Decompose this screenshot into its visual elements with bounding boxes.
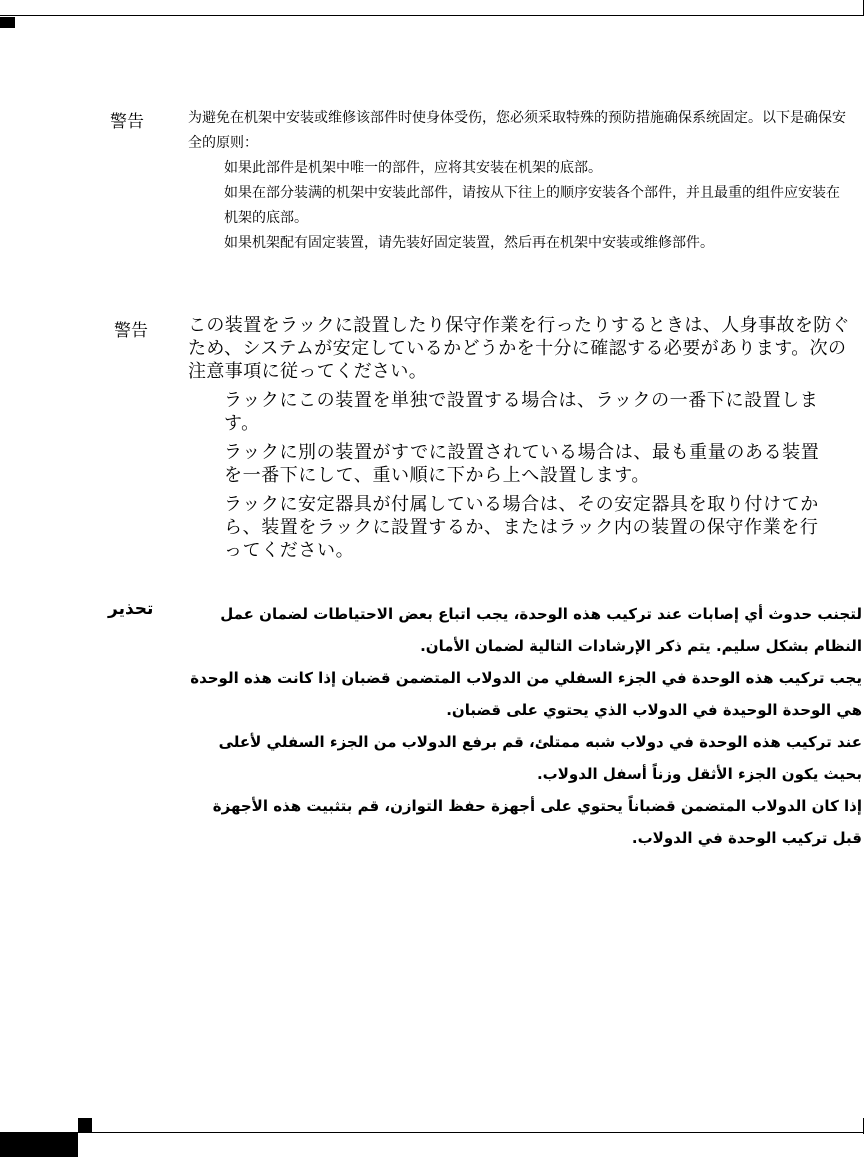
warning-item: إذا كان الدولاب المتضمن قضباناً يحتوي على أجهزة حفظ التوازن، قم بتثبيت هذه الأجهزة قبل تركيب الوحدة في الدولاب. <box>212 797 862 847</box>
warning-item: 如果机架配有固定装置，请先装好固定装置，然后再在机架中安装或维修部件。 <box>224 235 714 251</box>
footer-horizontal-rule <box>0 1132 864 1133</box>
warning-text-chinese <box>188 106 848 256</box>
warning-item: ラックに別の装置がすでに設置されている場合は、最も重量のある装置を一番下にして、重い順に下から上へ設置します。 <box>224 442 820 486</box>
warning-item: يجب تركيب هذه الوحدة في الجزء السفلي من الدولاب المتضمن قضبان إذا كانت هذه الوحدة هي الوحدة الوحيدة في الدولاب الذي يحتوي على قضبان. <box>190 669 862 719</box>
warning-intro: 为避免在机架中安装或维修该部件时使身体受伤，您必须采取特殊的预防措施确保系统固定。以下是确保安全的原则： <box>188 110 846 151</box>
top-horizontal-rule <box>0 15 864 16</box>
corner-marker <box>0 17 15 28</box>
warning-text-japanese <box>188 314 856 562</box>
warning-item: 如果此部件是机架中唯一的部件，应将其安装在机架的底部。 <box>224 160 602 176</box>
warning-intro: لتجنب حدوث أي إصابات عند تركيب هذه الوحدة، يجب اتباع بعض الاحتياطات لضمان عمل النظام بشكل سليم. يتم ذكر الإرشادات التالية لضمان الأمان. <box>220 605 862 655</box>
warning-label-chinese: 警告 <box>110 112 144 132</box>
warning-item: 如果在部分装满的机架中安装此部件，请按从下往上的顺序安装各个部件，并且最重的组件应安装在机架的底部。 <box>224 185 840 226</box>
warning-item: ラックにこの装置を単独で設置する場合は、ラックの一番下に設置します。 <box>224 390 819 434</box>
footer-rule <box>0 1118 864 1157</box>
top-rule <box>0 0 864 16</box>
warning-intro: この装置をラックに設置したり保守作業を行ったりするときは、人身事故を防ぐため、システムが安定しているかどうかを十分に確認する必要があります。次の注意事項に従ってください。 <box>188 315 851 382</box>
warning-text-arabic <box>188 598 862 854</box>
warning-label-japanese: 警告 <box>114 321 148 341</box>
warning-item: عند تركيب هذه الوحدة في دولاب شبه ممتلئ، قم برفع الدولاب من الجزء السفلي لأعلى بحيث يكون الجزء الأثقل وزناً أسفل الدولاب. <box>218 733 862 783</box>
footer-page-tab <box>0 1133 78 1157</box>
warning-item: ラックに安定器具が付属している場合は、その安定器具を取り付けてから、装置をラックに設置するか、またはラック内の装置の保守作業を行ってください。 <box>224 494 819 561</box>
warning-label-arabic: تحذير <box>108 599 154 619</box>
footer-marker <box>78 1118 92 1132</box>
